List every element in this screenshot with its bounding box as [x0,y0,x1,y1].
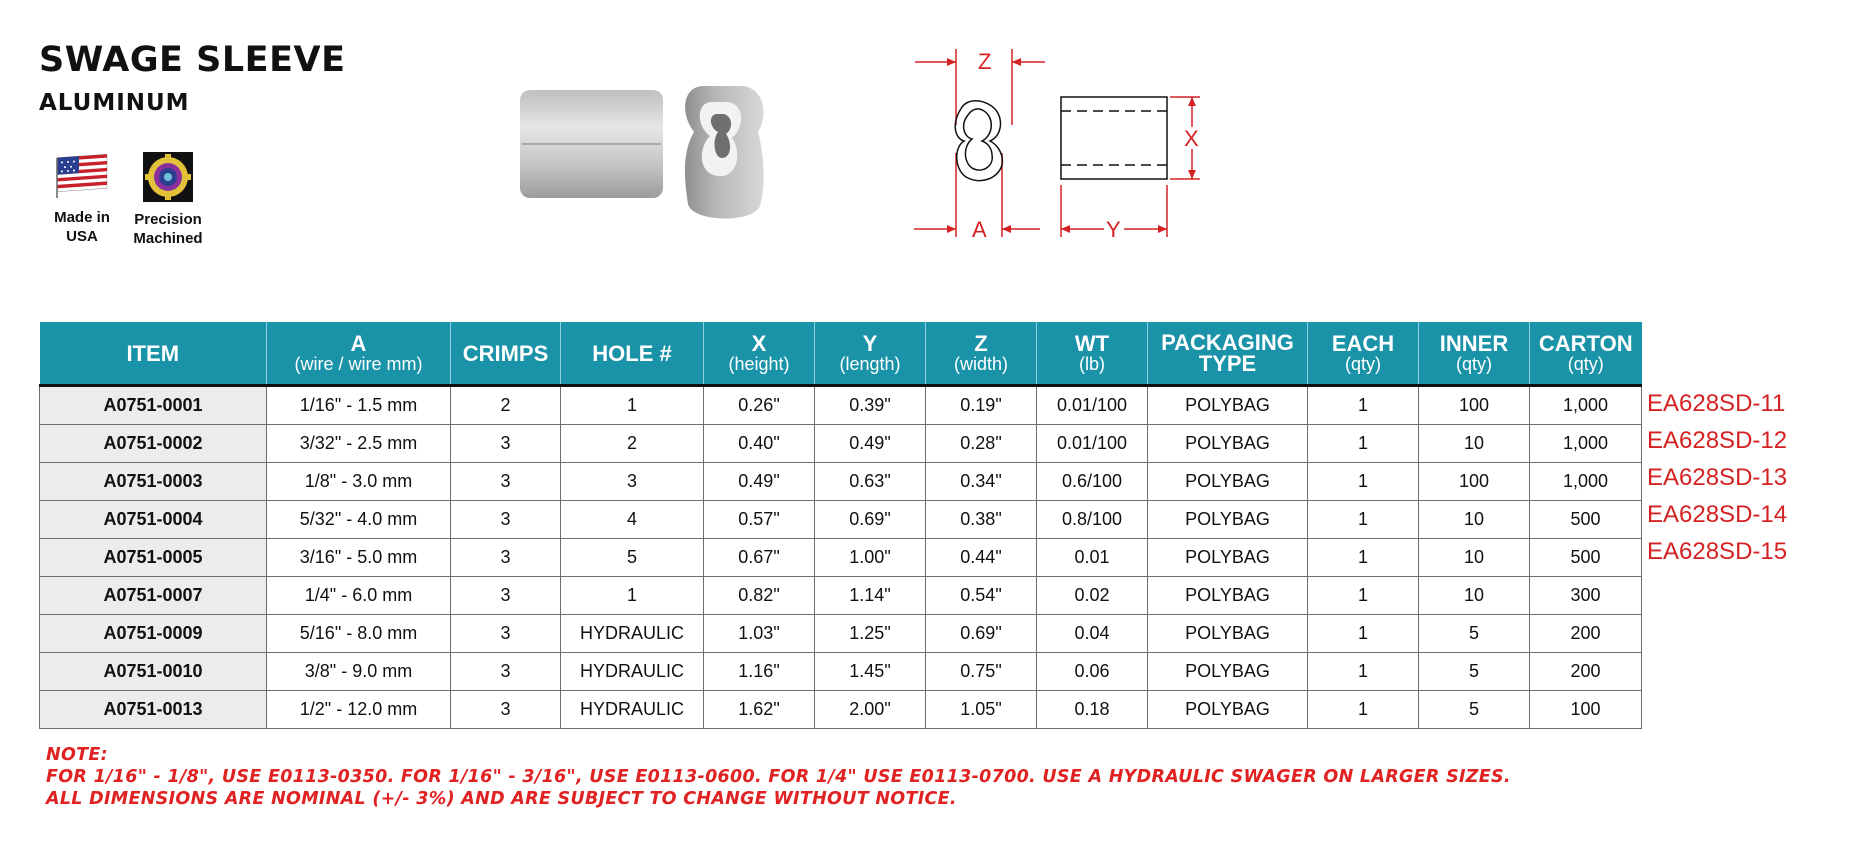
table-cell: 0.02 [1037,577,1148,615]
table-cell: 200 [1530,615,1642,653]
table-cell: 0.18 [1037,691,1148,729]
sleeve-end-outline [955,101,1002,181]
usa-label: USA [66,228,98,245]
column-header-crimps: CRIMPS [451,322,561,386]
dimension-z-label: Z [978,49,992,74]
table-cell: HYDRAULIC [561,653,704,691]
table-cell: 3 [451,691,561,729]
table-cell: 1 [1308,463,1419,501]
table-cell: 10 [1419,425,1530,463]
table-cell: 3/16" - 5.0 mm [267,539,451,577]
item-number-cell: A0751-0004 [40,501,267,539]
table-cell: 1/2" - 12.0 mm [267,691,451,729]
made-in-usa-badge [40,150,124,246]
note-heading: NOTE: [46,745,108,765]
table-cell: 300 [1530,577,1642,615]
table-cell: 0.01/100 [1037,386,1148,425]
table-cell: 100 [1419,386,1530,425]
table-cell: 0.54" [926,577,1037,615]
table-cell: 1.45" [815,653,926,691]
table-cell: 0.49" [815,425,926,463]
table-cell: 1 [1308,691,1419,729]
page-title: SWAGE SLEEVE [39,40,346,80]
sleeve-end-photo [685,86,764,219]
machined-label: Machined [133,230,203,247]
column-header-x: X (height) [704,322,815,386]
table-cell: 5 [1419,691,1530,729]
table-cell: POLYBAG [1148,386,1308,425]
table-cell: 0.63" [815,463,926,501]
table-cell: 0.8/100 [1037,501,1148,539]
column-header-inner: INNER (qty) [1419,322,1530,386]
dimension-y-label: Y [1106,217,1121,240]
reference-code: EA628SD-15 [1647,538,1788,565]
table-cell: 1/16" - 1.5 mm [267,386,451,425]
table-cell: 3 [451,501,561,539]
page-subtitle: ALUMINUM [39,90,190,116]
table-cell: 4 [561,501,704,539]
precision-label: Precision [134,211,202,228]
table-cell: 0.01 [1037,539,1148,577]
table-cell: 1 [1308,501,1419,539]
table-row [40,653,1642,691]
dimension-a-label: A [972,217,987,240]
table-cell: 1.03" [704,615,815,653]
item-number-cell: A0751-0001 [40,386,267,425]
table-cell: 1 [1308,539,1419,577]
table-cell: 3 [451,425,561,463]
table-body [40,386,1642,729]
table-cell: 0.34" [926,463,1037,501]
table-cell: 200 [1530,653,1642,691]
table-cell: POLYBAG [1148,425,1308,463]
table-cell: 0.06 [1037,653,1148,691]
table-row [40,386,1642,425]
table-cell: 0.67" [704,539,815,577]
table-cell: 0.49" [704,463,815,501]
table-row [40,463,1642,501]
table-cell: 0.44" [926,539,1037,577]
table-cell: POLYBAG [1148,577,1308,615]
table-cell: 3/8" - 9.0 mm [267,653,451,691]
item-number-cell: A0751-0010 [40,653,267,691]
table-cell: 0.38" [926,501,1037,539]
table-cell: 0.19" [926,386,1037,425]
made-in-label: Made in [54,209,110,226]
table-cell: 0.6/100 [1037,463,1148,501]
column-header-carton: CARTON (qty) [1530,322,1642,386]
sleeve-side-photo [520,90,663,198]
table-cell: 3 [561,463,704,501]
table-cell: 1 [1308,577,1419,615]
table-cell: 1.14" [815,577,926,615]
dimension-x-label: X [1184,126,1199,151]
table-row [40,691,1642,729]
table-cell: 0.04 [1037,615,1148,653]
table-cell: 1,000 [1530,463,1642,501]
dimension-diagram [870,45,1210,240]
table-cell: 500 [1530,501,1642,539]
table-cell: HYDRAULIC [561,615,704,653]
table-cell: 0.40" [704,425,815,463]
sleeve-product-photos [512,74,772,234]
table-cell: POLYBAG [1148,653,1308,691]
reference-code: EA628SD-13 [1647,464,1788,491]
table-cell: 0.01/100 [1037,425,1148,463]
table-cell: POLYBAG [1148,463,1308,501]
column-header-item: ITEM [40,322,267,386]
table-cell: 3 [451,653,561,691]
item-number-cell: A0751-0013 [40,691,267,729]
table-cell: 0.82" [704,577,815,615]
column-header-z: Z (width) [926,322,1037,386]
table-cell: 1.25" [815,615,926,653]
table-row [40,615,1642,653]
table-cell: 1 [1308,386,1419,425]
table-cell: 3 [451,615,561,653]
table-cell: 1,000 [1530,425,1642,463]
gear-icon [139,150,197,208]
precision-machined-badge [120,150,216,248]
table-cell: 500 [1530,539,1642,577]
table-cell: 3/32" - 2.5 mm [267,425,451,463]
column-header-wt: WT (lb) [1037,322,1148,386]
column-header-each: EACH (qty) [1308,322,1419,386]
table-row [40,539,1642,577]
table-cell: 1 [561,577,704,615]
table-cell: 1/4" - 6.0 mm [267,577,451,615]
table-cell: 2 [561,425,704,463]
table-cell: 1.16" [704,653,815,691]
table-cell: 100 [1530,691,1642,729]
table-cell: 5/16" - 8.0 mm [267,615,451,653]
table-cell: POLYBAG [1148,539,1308,577]
table-cell: 1/8" - 3.0 mm [267,463,451,501]
table-cell: 1,000 [1530,386,1642,425]
table-cell: 0.69" [926,615,1037,653]
column-header-a: A (wire / wire mm) [267,322,451,386]
table-cell: POLYBAG [1148,615,1308,653]
specifications-table [39,322,1642,729]
table-cell: 5 [1419,653,1530,691]
table-cell: 5/32" - 4.0 mm [267,501,451,539]
table-cell: 1.62" [704,691,815,729]
item-number-cell: A0751-0005 [40,539,267,577]
table-cell: 3 [451,463,561,501]
item-number-cell: A0751-0009 [40,615,267,653]
table-cell: 0.75" [926,653,1037,691]
table-cell: 0.28" [926,425,1037,463]
us-flag-icon [53,150,111,200]
table-cell: 0.39" [815,386,926,425]
table-row [40,577,1642,615]
table-cell: 100 [1419,463,1530,501]
table-cell: 2 [451,386,561,425]
item-number-cell: A0751-0002 [40,425,267,463]
table-cell: 3 [451,539,561,577]
table-cell: 1 [1308,615,1419,653]
item-number-cell: A0751-0003 [40,463,267,501]
reference-codes [1647,385,1787,570]
column-header-hole: HOLE # [561,322,704,386]
table-cell: 2.00" [815,691,926,729]
table-row [40,501,1642,539]
table-cell: POLYBAG [1148,691,1308,729]
table-row [40,425,1642,463]
table-cell: 0.57" [704,501,815,539]
column-header-y: Y (length) [815,322,926,386]
item-number-cell: A0751-0007 [40,577,267,615]
reference-code: EA628SD-14 [1647,501,1788,528]
reference-code: EA628SD-11 [1647,390,1786,417]
table-cell: 10 [1419,539,1530,577]
table-header-row [40,322,1642,386]
column-header-packaging: PACKAGING TYPE [1148,322,1308,386]
table-cell: 0.26" [704,386,815,425]
note-line: FOR 1/16" - 1/8", USE E0113-0350. FOR 1/16" - 3/16", USE E0113-0600. FOR 1/4" USE E0113-0700. USE A HYDRAULIC SWAGER ON LARGER SIZES. [46,767,1511,787]
table-cell: 1 [561,386,704,425]
note-line: ALL DIMENSIONS ARE NOMINAL (+/- 3%) AND ARE SUBJECT TO CHANGE WITHOUT NOTICE. [46,789,957,809]
table-cell: 3 [451,577,561,615]
table-cell: 5 [561,539,704,577]
table-cell: 1.00" [815,539,926,577]
note-block [46,744,1511,810]
table-cell: HYDRAULIC [561,691,704,729]
table-cell: 10 [1419,577,1530,615]
table-cell: 1.05" [926,691,1037,729]
table-cell: 1 [1308,425,1419,463]
table-cell: 10 [1419,501,1530,539]
table-cell: POLYBAG [1148,501,1308,539]
table-cell: 1 [1308,653,1419,691]
sleeve-side-outline [1061,97,1167,179]
table-cell: 0.69" [815,501,926,539]
reference-code: EA628SD-12 [1647,427,1788,454]
table-cell: 5 [1419,615,1530,653]
